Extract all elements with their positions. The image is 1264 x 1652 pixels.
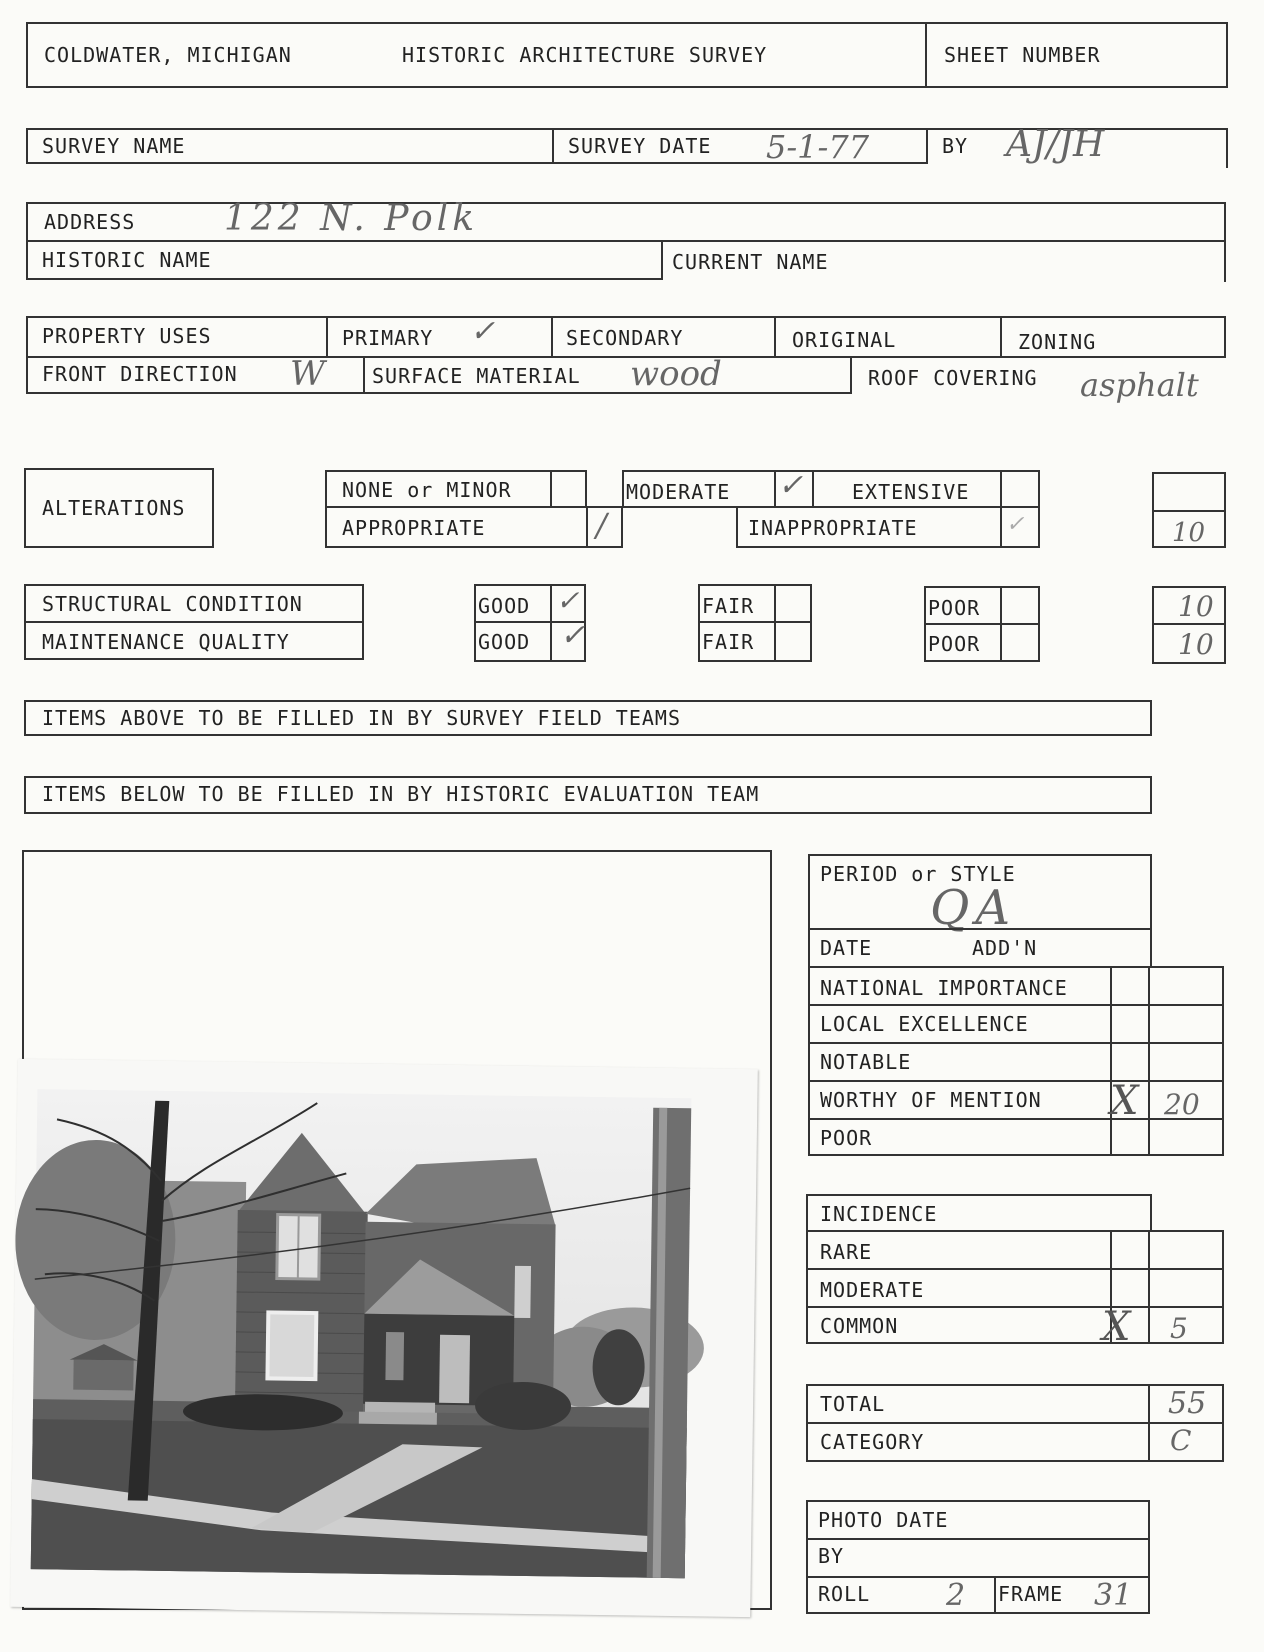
worthy-of-mention-label: WORTHY OF MENTION: [820, 1088, 1042, 1112]
primary-label: PRIMARY: [342, 326, 434, 350]
importance-col-2: [1148, 966, 1150, 1156]
moderate-check: ✓: [778, 468, 804, 503]
incidence-label: INCIDENCE: [820, 1202, 938, 1226]
incidence-col-2: [1148, 1230, 1150, 1344]
property-div-4: [1000, 316, 1002, 358]
survey-name-label: SURVEY NAME: [42, 134, 186, 158]
header-divider: [925, 22, 927, 88]
importance-row-1: [808, 1004, 1224, 1006]
surface-material-label: SURFACE MATERIAL: [372, 364, 581, 388]
importance-col-1: [1110, 966, 1112, 1156]
note-below-top: [24, 776, 1152, 778]
eval-date-label: DATE: [820, 936, 873, 960]
front-direction-value: W: [290, 354, 325, 394]
condition-score-split: [1152, 623, 1226, 625]
worthy-score: 20: [1164, 1088, 1200, 1121]
survey-div-1: [552, 128, 554, 164]
address-bottom-line: [26, 278, 662, 280]
appropriate-mark: /: [596, 506, 607, 544]
address-top-line: [26, 202, 1226, 204]
property-right-edge: [1224, 316, 1226, 358]
alt-mod-cell-div2: [812, 470, 814, 508]
structural-fair-label: FAIR: [702, 594, 755, 618]
address-name-divider: [661, 240, 663, 280]
maintenance-poor-label: POOR: [928, 632, 981, 656]
note-above-left: [24, 700, 26, 736]
good-cell-div: [550, 584, 552, 662]
survey-left-edge: [26, 128, 28, 164]
moderate-incidence-label: MODERATE: [820, 1278, 925, 1302]
maintenance-good-check: ✓: [560, 618, 586, 653]
property-div-1: [326, 316, 328, 358]
photo-info-row-1: [806, 1538, 1150, 1540]
alt-ext-cell-div: [1000, 470, 1002, 508]
alt-inappr-cell-div: [1000, 506, 1002, 548]
period-style-value: QA: [930, 880, 1017, 936]
common-label: COMMON: [820, 1314, 899, 1338]
inappropriate-label: INAPPROPRIATE: [748, 516, 918, 540]
national-importance-label: NATIONAL IMPORTANCE: [820, 976, 1068, 1000]
address-mid-line: [26, 240, 1226, 242]
maintenance-score: 10: [1178, 628, 1214, 661]
note-below-left: [24, 776, 26, 814]
current-name-label: CURRENT NAME: [672, 250, 829, 274]
fair-cell-div: [774, 584, 776, 662]
totals-row: [806, 1422, 1224, 1424]
note-above: ITEMS ABOVE TO BE FILLED IN BY SURVEY FIELD TEAMS: [42, 706, 682, 730]
notable-label: NOTABLE: [820, 1050, 912, 1074]
frame-value: 31: [1094, 1578, 1133, 1613]
poor-cell-div: [1000, 586, 1002, 662]
incidence-row-1: [806, 1268, 1224, 1270]
none-minor-label: NONE or MINOR: [342, 478, 512, 502]
importance-row-2: [808, 1042, 1224, 1044]
maintenance-fair-label: FAIR: [702, 630, 755, 654]
note-below-right: [1150, 776, 1152, 814]
note-above-right: [1150, 700, 1152, 736]
note-below: ITEMS BELOW TO BE FILLED IN BY HISTORIC EVALUATION TEAM: [42, 782, 760, 806]
photo-by-label: BY: [818, 1544, 845, 1568]
moderate-label: MODERATE: [626, 480, 731, 504]
city-label: COLDWATER, MICHIGAN: [44, 43, 292, 67]
worthy-mark: X: [1110, 1078, 1139, 1124]
property-left-edge: [26, 316, 28, 394]
structural-good-check: ✓: [556, 584, 580, 617]
roll-label: ROLL: [818, 1582, 871, 1606]
original-label: ORIGINAL: [792, 328, 897, 352]
survey-date-value: 5-1-77: [766, 128, 870, 166]
roof-covering-label: ROOF COVERING: [868, 366, 1038, 390]
note-above-top: [24, 700, 1152, 702]
front-direction-label: FRONT DIRECTION: [42, 362, 238, 386]
address-left-edge: [26, 202, 28, 280]
primary-check: ✓: [470, 314, 496, 349]
house-photograph: [10, 1059, 758, 1617]
sheet-number-label: SHEET NUMBER: [944, 43, 1101, 67]
category-label: CATEGORY: [820, 1430, 925, 1454]
roof-covering-value: asphalt: [1080, 366, 1199, 404]
roll-value: 2: [946, 1578, 966, 1613]
alt-none-cell-div: [550, 470, 552, 508]
survey-by-value: AJ/JH: [1006, 124, 1105, 165]
historic-name-label: HISTORIC NAME: [42, 248, 212, 272]
alt-score-split: [1152, 510, 1226, 512]
alt-appr-cell-div: [586, 506, 588, 548]
extensive-label: EXTENSIVE: [852, 480, 970, 504]
property-top-line: [26, 316, 1226, 318]
property-div-6: [850, 356, 852, 394]
common-score: 5: [1170, 1312, 1188, 1345]
poor-split: [924, 623, 1040, 625]
secondary-label: SECONDARY: [566, 326, 684, 350]
survey-right-edge: [1226, 128, 1228, 168]
local-excellence-label: LOCAL EXCELLENCE: [820, 1012, 1029, 1036]
alt-mod-cell-div: [774, 470, 776, 508]
inappropriate-mark: ✓: [1006, 512, 1025, 537]
importance-row-3: [808, 1080, 1224, 1082]
total-value: 55: [1168, 1386, 1207, 1421]
total-label: TOTAL: [820, 1392, 886, 1416]
rare-label: RARE: [820, 1240, 873, 1264]
photo-date-label: PHOTO DATE: [818, 1508, 949, 1532]
alterations-score: 10: [1172, 518, 1206, 548]
form-title: HISTORIC ARCHITECTURE SURVEY: [402, 43, 768, 67]
maintenance-good-label: GOOD: [478, 630, 531, 654]
property-div-3: [774, 316, 776, 358]
maintenance-quality-label: MAINTENANCE QUALITY: [42, 630, 290, 654]
survey-date-label: SURVEY DATE: [568, 134, 712, 158]
condition-labels-split: [24, 621, 364, 623]
importance-row-4: [808, 1118, 1224, 1120]
appropriate-label: APPROPRIATE: [342, 516, 486, 540]
address-value: 122 N. Polk: [224, 198, 479, 239]
address-right-edge: [1224, 202, 1226, 282]
incidence-row-2: [806, 1306, 1224, 1308]
house-photo-image: [10, 1059, 758, 1617]
poor-label: POOR: [820, 1126, 873, 1150]
period-style-label: PERIOD or STYLE: [820, 862, 1016, 886]
note-below-bottom: [24, 812, 1152, 814]
property-uses-label: PROPERTY USES: [42, 324, 212, 348]
eval-addn-label: ADD'N: [972, 936, 1038, 960]
survey-div-2: [926, 128, 928, 164]
frame-label: FRAME: [998, 1582, 1064, 1606]
photo-info-col: [994, 1576, 996, 1614]
survey-by-label: BY: [942, 134, 969, 158]
common-mark: X: [1102, 1304, 1131, 1350]
property-div-2: [551, 316, 553, 358]
property-bottom-line: [26, 392, 852, 394]
address-label: ADDRESS: [44, 210, 136, 234]
fair-split: [698, 621, 812, 623]
category-value: C: [1170, 1424, 1192, 1457]
note-above-bottom: [24, 734, 1152, 736]
structural-good-label: GOOD: [478, 594, 531, 618]
property-mid-line: [26, 356, 1226, 358]
property-div-5: [363, 356, 365, 394]
zoning-label: ZONING: [1018, 330, 1097, 354]
structural-condition-label: STRUCTURAL CONDITION: [42, 592, 303, 616]
alterations-label: ALTERATIONS: [42, 496, 186, 520]
structural-score: 10: [1178, 590, 1214, 623]
surface-material-value: wood: [630, 354, 722, 394]
structural-poor-label: POOR: [928, 596, 981, 620]
